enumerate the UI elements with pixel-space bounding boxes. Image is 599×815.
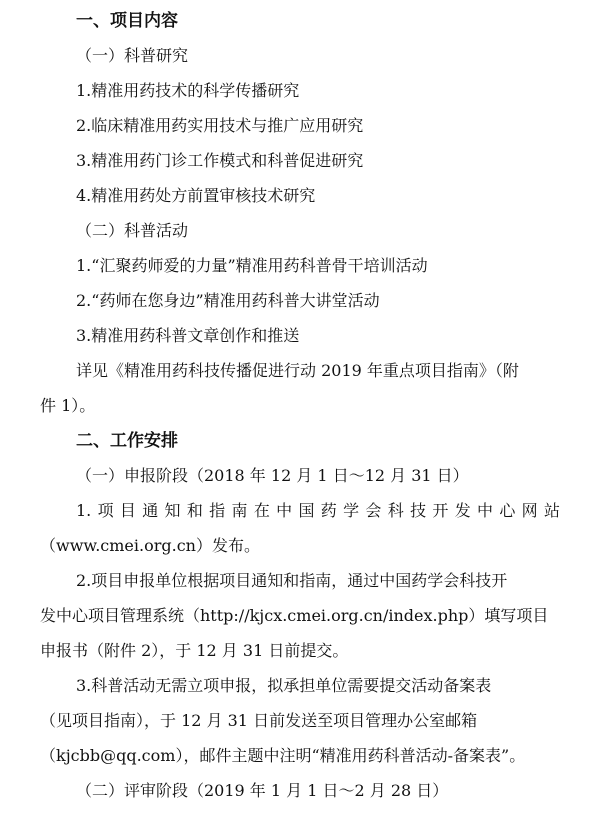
paragraph-line: 申报书（附件 2），于 12 月 31 日前提交。 xyxy=(40,641,349,660)
reference-note-line-2: 件 1）。 xyxy=(40,396,96,415)
subsection-title-activities: （二）科普活动 xyxy=(76,221,189,240)
list-item: 2.临床精准用药实用技术与推广应用研究 xyxy=(76,116,364,135)
phase-title-review: （二）评审阶段（2019 年 1 月 1 日～2 月 28 日） xyxy=(76,781,449,800)
phase-title-application: （一）申报阶段（2018 年 12 月 1 日～12 月 31 日） xyxy=(76,466,469,485)
paragraph-line: 2.项目申报单位根据项目通知和指南，通过中国药学会科技开 xyxy=(76,571,508,590)
subsection-title-research: （一）科普研究 xyxy=(76,46,189,65)
paragraph-line: （www.cmei.org.cn）发布。 xyxy=(40,536,260,555)
list-item: 1.“汇聚药师爱的力量”精准用药科普骨干培训活动 xyxy=(76,256,428,275)
paragraph-line: 发中心项目管理系统（http://kjcx.cmei.org.cn/index.php）填写项目 xyxy=(40,606,549,625)
section-heading-work-arrangement: 二、工作安排 xyxy=(76,431,178,451)
paragraph-line: （kjcbb@qq.com），邮件主题中注明“精准用药科普活动-备案表”。 xyxy=(40,746,526,765)
list-item: 1.精准用药技术的科学传播研究 xyxy=(76,81,300,100)
paragraph-line: 3.科普活动无需立项申报，拟承担单位需要提交活动备案表 xyxy=(76,676,492,695)
section-heading-project-content: 一、项目内容 xyxy=(76,11,178,31)
paragraph-line: 1.项目通知和指南在中国药学会科技开发中心网站 xyxy=(76,501,560,520)
list-item: 4.精准用药处方前置审核技术研究 xyxy=(76,186,316,205)
list-item: 3.精准用药门诊工作模式和科普促进研究 xyxy=(76,151,364,170)
list-item: 3.精准用药科普文章创作和推送 xyxy=(76,326,300,345)
list-item: 2.“药师在您身边”精准用药科普大讲堂活动 xyxy=(76,291,380,310)
reference-note-line-1: 详见《精准用药科技传播促进行动 2019 年重点项目指南》（附 xyxy=(76,361,519,380)
paragraph-line: （见项目指南），于 12 月 31 日前发送至项目管理办公室邮箱 xyxy=(40,711,478,730)
